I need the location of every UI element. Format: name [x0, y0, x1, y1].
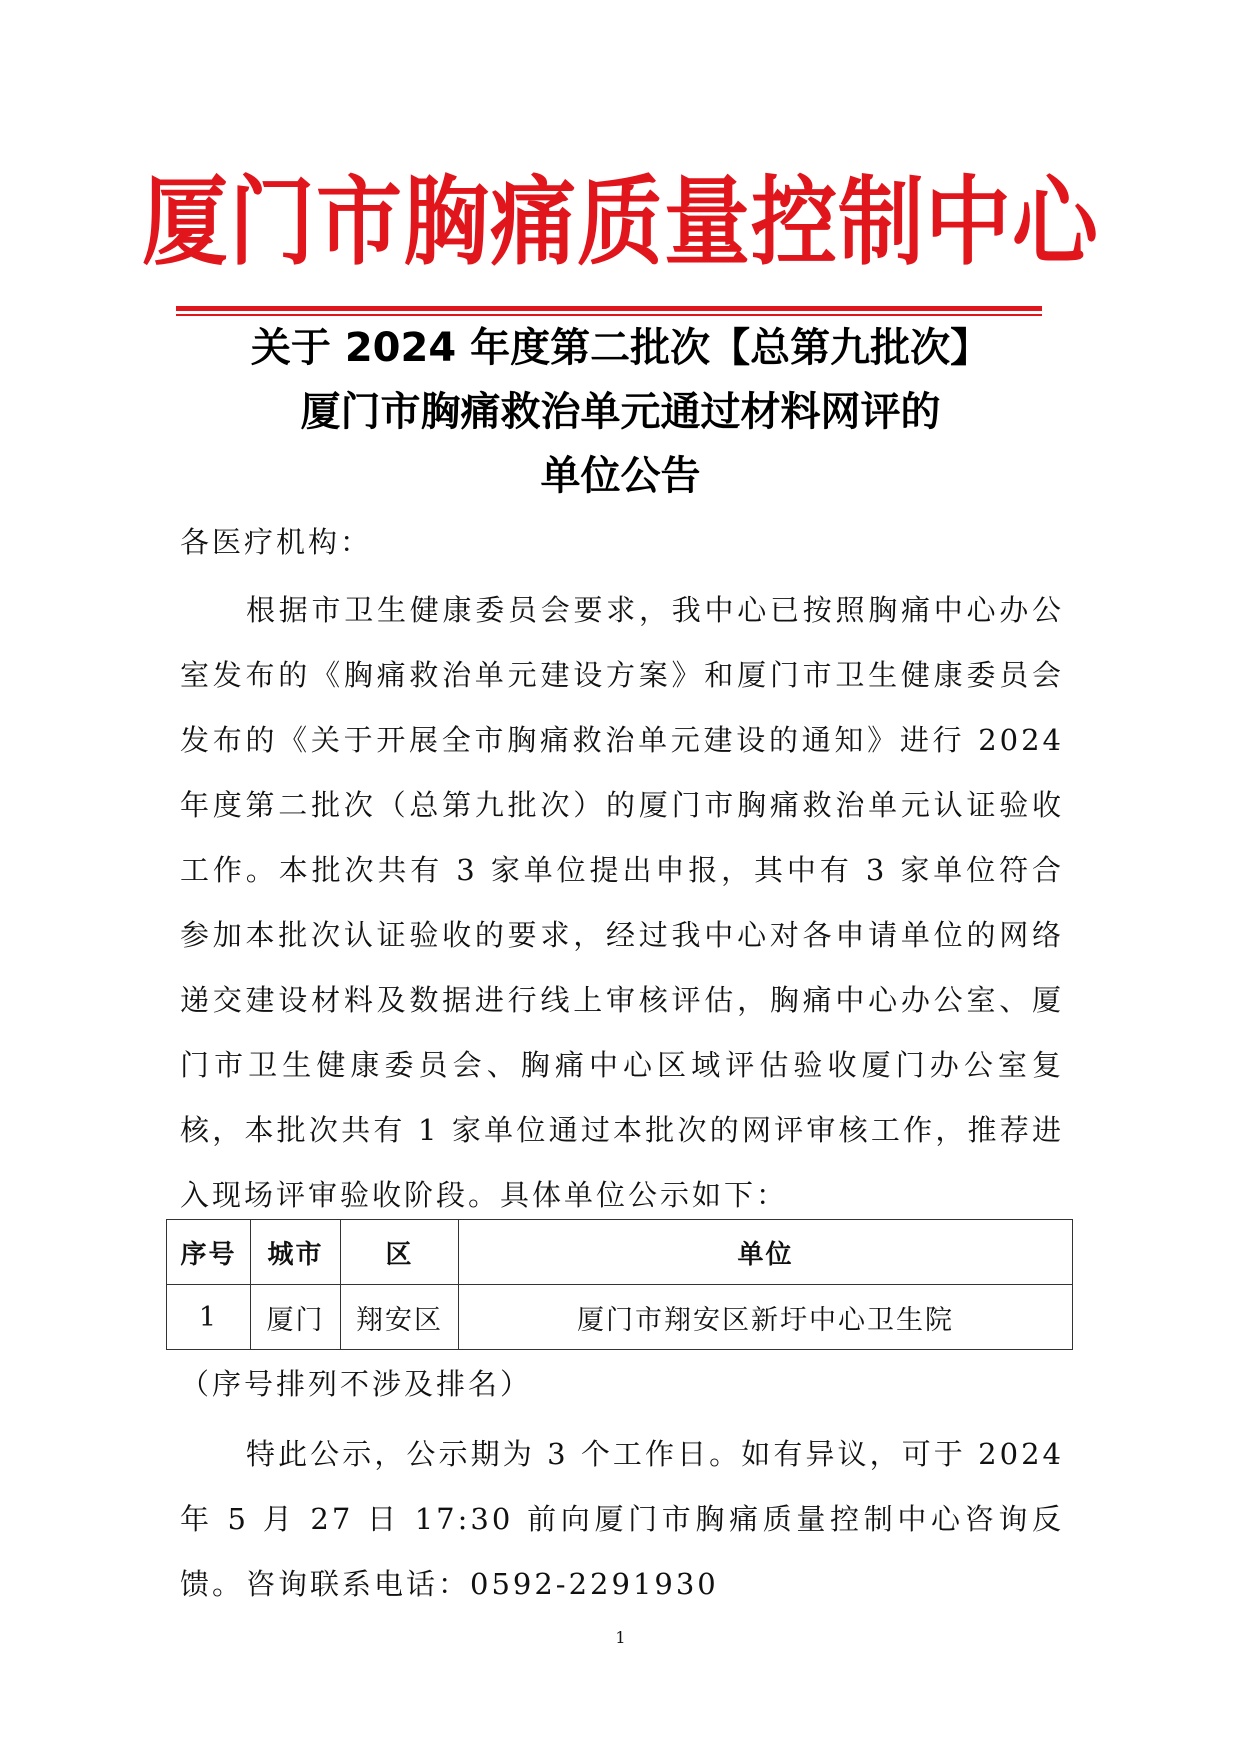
notice-paragraph: 特此公示，公示期为 3 个工作日。如有异议，可于 2024 年 5 月 27 日 17:30 前向厦门市胸痛质量控制中心咨询反馈。 — [180, 1437, 1064, 1601]
document-title-line-1: 关于 2024 年度第二批次【总第九批次】 — [250, 325, 991, 371]
cell-district: 翔安区 — [341, 1285, 459, 1350]
contact-line: 咨询联系电话：0592-2291930 — [246, 1567, 719, 1601]
cell-seq: 1 — [167, 1285, 251, 1350]
salutation: 各医疗机构： — [180, 525, 373, 559]
table-row — [167, 1285, 1073, 1350]
letterhead-divider-thick — [176, 306, 1042, 311]
units-table — [166, 1219, 1073, 1350]
ranking-note: （序号排列不涉及排名） — [180, 1367, 533, 1401]
body-paragraph: 根据市卫生健康委员会要求，我中心已按照胸痛中心办公室发布的《胸痛救治单元建设方案》和厦门市卫生健康委员会发布的《关于开展全市胸痛救治单元建设的通知》进行 2024 年度第二批次（总第九批次）的厦门市胸痛救治单元认证验收工作。本批次共有 3 家单位提出申报，其中有 3 家单位符合参加本批次认证验收的要求，经过我中心对各申请单位的网络递交建设材料及数据进行线上审核评估，胸痛中心办公室、厦门市卫生健康委员会、胸痛中心区域评估验收厦门办公室复核，本批次共有 1 家单位通过本批次的网评审核工作，推荐进入现场评审验收阶段。具体单位公示如下： — [180, 593, 1064, 1212]
cell-unit: 厦门市翔安区新圩中心卫生院 — [459, 1285, 1073, 1350]
header-city: 城市 — [251, 1220, 341, 1285]
page-number: 1 — [615, 1628, 626, 1647]
document-title-line-3: 单位公告 — [540, 453, 701, 499]
table-header-row — [167, 1220, 1073, 1285]
cell-city: 厦门 — [251, 1285, 341, 1350]
header-unit: 单位 — [459, 1220, 1073, 1285]
letterhead-divider-thin — [176, 314, 1042, 316]
header-district: 区 — [341, 1220, 459, 1285]
header-seq: 序号 — [167, 1220, 251, 1285]
document-title-line-2: 厦门市胸痛救治单元通过材料网评的 — [300, 389, 941, 435]
letterhead-org-name: 厦门市胸痛质量控制中心 — [142, 167, 1099, 279]
